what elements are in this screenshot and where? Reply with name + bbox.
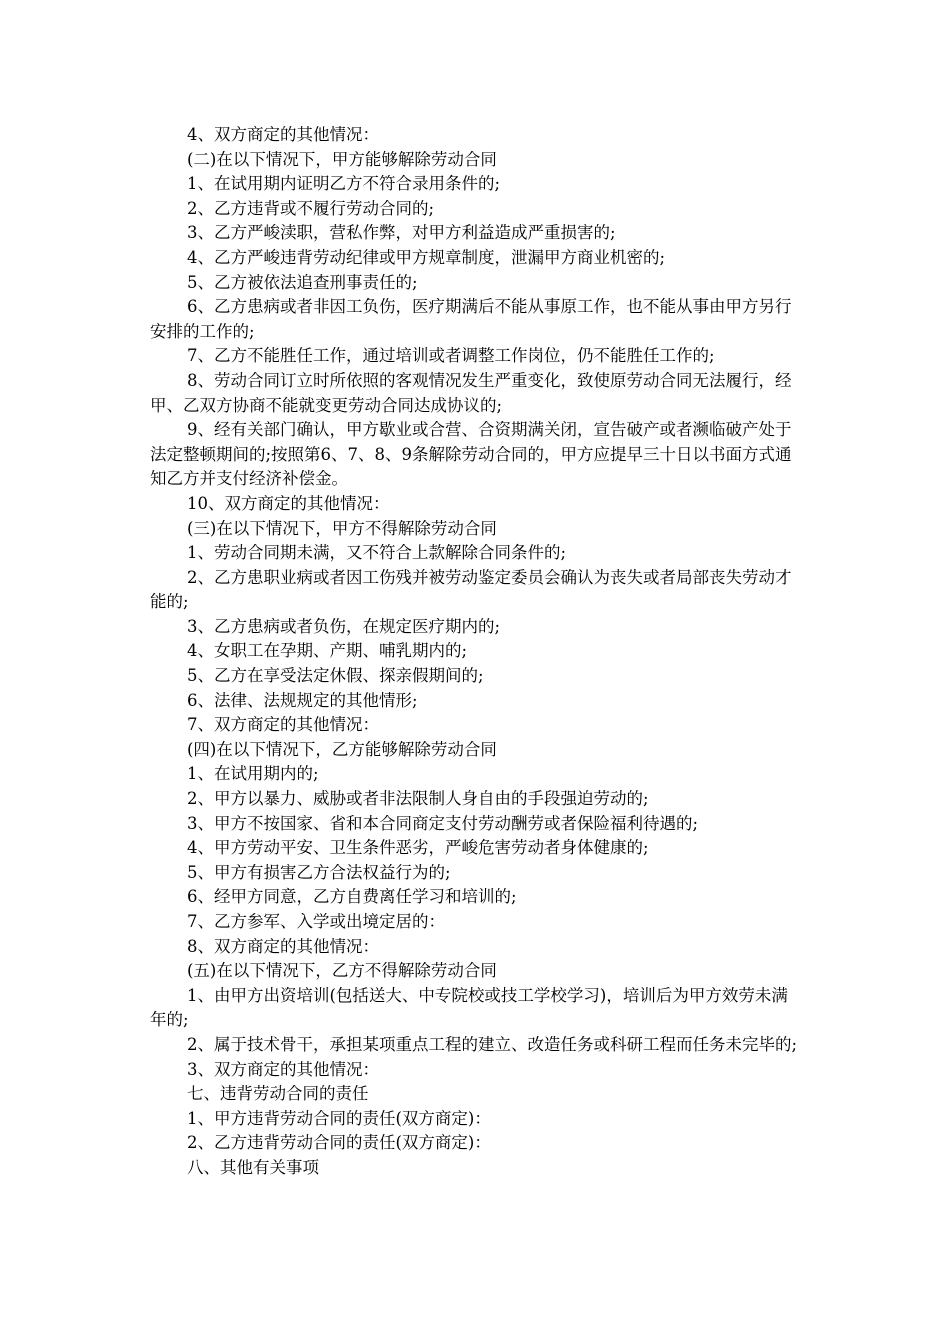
section-heading: (四)在以下情况下，乙方能够解除劳动合同: [187, 739, 497, 759]
paragraph: 3、甲方不按国家、省和本合同商定支付劳动酬劳或者保险福利待遇的;: [187, 813, 699, 833]
section-heading: (二)在以下情况下，甲方能够解除劳动合同: [187, 149, 497, 169]
paragraph: 2、甲方以暴力、威胁或者非法限制人身自由的手段强迫劳动的;: [187, 789, 649, 809]
paragraph: 7、乙方不能胜任工作，通过培训或者调整工作岗位，仍不能胜任工作的;: [187, 346, 715, 366]
paragraph: 2、乙方患职业病或者因工伤残并被劳动鉴定委员会确认为丧失或者局部丧失劳动才能的;: [150, 567, 792, 612]
paragraph: 3、乙方严峻渎职，营私作弊，对甲方利益造成严重损害的;: [187, 223, 616, 243]
paragraph: 8、双方商定的其他情况：: [187, 936, 379, 956]
paragraph: 10、双方商定的其他情况：: [187, 493, 390, 513]
paragraph: 4、女职工在孕期、产期、哺乳期内的;: [187, 641, 468, 661]
paragraph: 6、法律、法规规定的其他情形;: [187, 690, 418, 710]
paragraph: 1、甲方违背劳动合同的责任(双方商定)：: [187, 1108, 491, 1128]
paragraph: 2、属于技术骨干，承担某项重点工程的建立、改造任务或科研工程而任务未完毕的;: [187, 1034, 798, 1054]
paragraph: 5、乙方被依法追查刑事责任的;: [187, 272, 418, 292]
paragraph: 4、乙方严峻违背劳动纪律或甲方规章制度，泄漏甲方商业机密的;: [187, 247, 666, 267]
paragraph: 2、乙方违背劳动合同的责任(双方商定)：: [187, 1133, 491, 1153]
paragraph: 5、甲方有损害乙方合法权益行为的;: [187, 862, 451, 882]
paragraph: 3、双方商定的其他情况：: [187, 1059, 379, 1079]
paragraph: 9、经有关部门确认，甲方歇业或合营、合资期满关闭，宣告破产或者濒临破产处于法定整顿期间的;按照第6、7、8、9条解除劳动合同的，甲方应提早三十日以书面方式通知乙方并支付经济补偿金。: [150, 420, 792, 489]
paragraph: 4、双方商定的其他情况：: [187, 125, 379, 144]
paragraph: 8、劳动合同订立时所依照的客观情况发生严重变化，致使原劳动合同无法履行，经甲、乙双方协商不能就变更劳动合同达成协议的;: [150, 370, 792, 415]
paragraph: 6、经甲方同意，乙方自费离任学习和培训的;: [187, 887, 517, 907]
paragraph: 4、甲方劳动平安、卫生条件恶劣，严峻危害劳动者身体健康的;: [187, 838, 649, 858]
paragraph: 2、乙方违背或不履行劳动合同的;: [187, 198, 435, 218]
paragraph: 1、劳动合同期未满，又不符合上款解除合同条件的;: [187, 543, 567, 563]
paragraph: 6、乙方患病或者非因工负伤，医疗期满后不能从事原工作，也不能从事由甲方另行安排的工作的;: [150, 297, 792, 341]
section-heading: (五)在以下情况下，乙方不得解除劳动合同: [187, 961, 497, 981]
paragraph: 1、在试用期内的;: [187, 764, 319, 784]
document-page: [150, 123, 800, 1181]
paragraph: 3、乙方患病或者负伤，在规定医疗期内的;: [187, 616, 501, 636]
paragraph: 1、在试用期内证明乙方不符合录用条件的;: [187, 174, 501, 194]
paragraph: 1、由甲方出资培训(包括送大、中专院校或技工学校学习)，培训后为甲方效劳未满 年的;: [150, 985, 788, 1030]
paragraph: 7、双方商定的其他情况：: [187, 715, 379, 735]
section-heading: 七、违背劳动合同的责任: [187, 1084, 369, 1104]
section-heading: 八、其他有关事项: [187, 1157, 319, 1177]
paragraph: 5、乙方在享受法定休假、探亲假期间的;: [187, 666, 484, 686]
section-heading: (三)在以下情况下，甲方不得解除劳动合同: [187, 518, 497, 538]
paragraph: 7、乙方参军、入学或出境定居的：: [187, 912, 445, 931]
